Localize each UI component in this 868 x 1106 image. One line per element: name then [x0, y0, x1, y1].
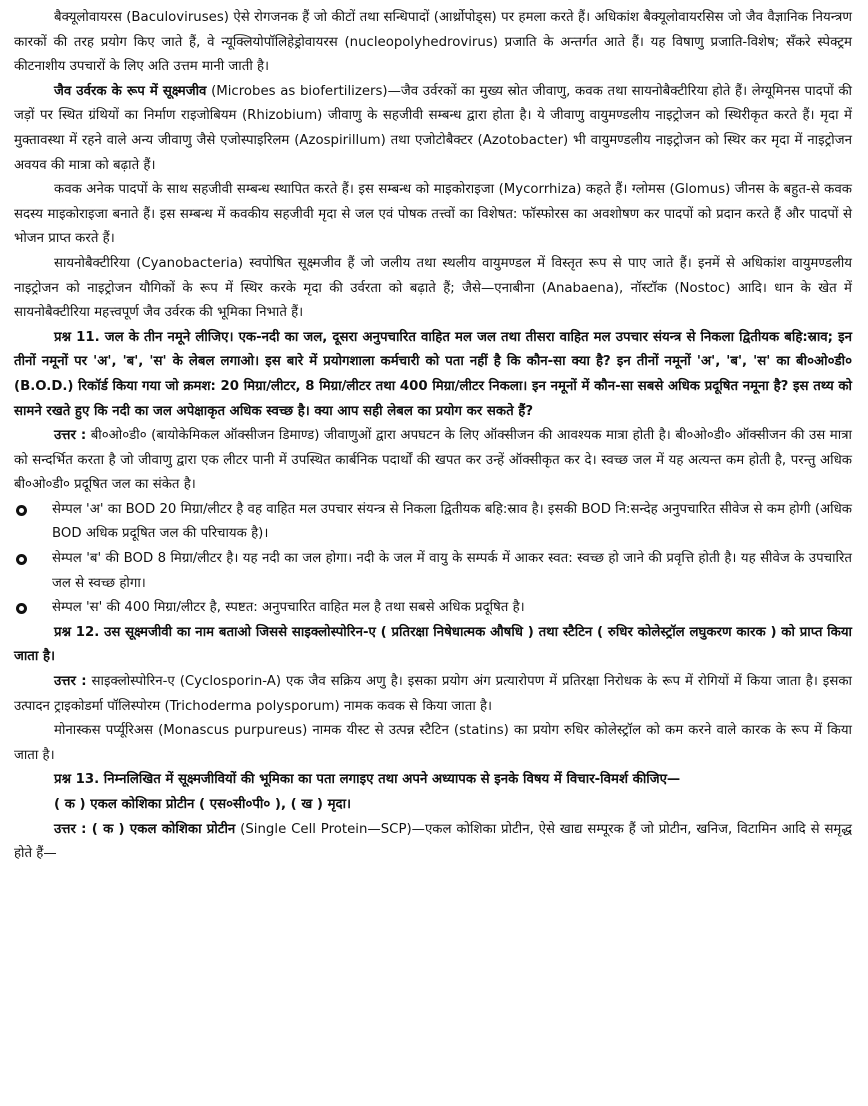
statin-paragraph: मोनास्कस पर्प्यूरिअस (Monascus purpureus) नामक यीस्ट से उत्पन्न स्टैटिन (statins) का प्रयोग रुधिर कोलेस्ट्रॉल को कम करने वाले कारक के रूप में किया जाता है। — [14, 723, 852, 763]
answer-13-label: उत्तर : ( क ) एकल कोशिका प्रोटीन — [54, 821, 236, 837]
bod-sample-a — [14, 498, 852, 547]
bullet-icon — [16, 505, 27, 516]
mycorrhiza-paragraph: कवक अनेक पादपों के साथ सहजीवी सम्बन्ध स्थापित करते हैं। इस सम्बन्ध को माइकोराइजा (Mycorrhiza) कहते हैं। ग्लोमस (Glomus) जीनस के बहुत-से कवक सदस्य माइकोराइजा बनाते हैं। इस सम्बन्ध में कवकीय सहजीवी मृदा से जल एवं पोषक तत्त्वों का विशेषत: फॉस्फोरस का अवशोषण कर पादपों को प्रदान करते हैं और पादपों से भोजन प्राप्त करते हैं। — [14, 182, 852, 247]
baculovirus-paragraph: बैक्यूलोवायरस (Baculoviruses) ऐसे रोगजनक हैं जो कीटों तथा सन्धिपादों (आर्थ्रोपोड्स) पर हमला करते हैं। अधिकांश बैक्यूलोवायरसिस जो जैव वैज्ञानिक नियन्त्रण कारकों की तरह प्रयोग किए जाते हैं, वे न्यूक्लियोपॉलिहेड्रोवायरस (nucleopolyhedrovirus) प्रजाति के अन्तर्गत आते हैं। यह विषाणु प्रजाति-विशेष; सँकरे स्पेक्ट्रम कीटनाशीय उपचारों के लिए अति उत्तम मानी जाती है। — [14, 10, 852, 75]
question-11: प्रश्न 11. जल के तीन नमूने लीजिए। एक-नदी का जल, दूसरा अनुपचारित वाहित मल जल तथा तीसरा वाहित मल उपचार संयन्त्र से निकला द्वितीयक बहि:स्राव; इन तीनों नमूनों पर 'अ', 'ब', 'स' के लेबल लगाओ। इस बारे में प्रयोगशाला कर्मचारी को पता नहीं है कि कौन-सा क्या है? इन तीनों नमूनों 'अ', 'ब', 'स' का बी०ओ०डी० (B.O.D.) रिकॉर्ड किया गया जो क्रमश: 20 मिग्रा/लीटर, 8 मिग्रा/लीटर तथा 400 मिग्रा/लीटर निकला। इन नमूनों में कौन-सा सबसे अधिक प्रदूषित नमूना है? इस तथ्य को सामने रखते हुए कि नदी का जल अपेक्षाकृत अधिक स्वच्छ है। क्या आप सही लेबल का प्रयोग कर सकते हैं? — [14, 329, 852, 419]
answer-11-text: बी०ओ०डी० (बायोकेमिकल ऑक्सीजन डिमाण्ड) जीवाणुओं द्वारा अपघटन के लिए ऑक्सीजन की आवश्यक मात्रा होती है। बी०ओ०डी० ऑक्सीजन की उस मात्रा को सन्दर्भित करता है जो जीवाणु द्वारा एक लीटर पानी में उपस्थित कार्बनिक पदार्थों की खपत कर उन्हें ऑक्सीकृत कर दे। स्वच्छ जल में यह अत्यन्त कम होती है, परन्तु अधिक बी०ओ०डी० प्रदूषित जल का संकेत है। — [14, 428, 852, 493]
biofertilizer-paragraph — [14, 80, 852, 178]
answer-11 — [14, 424, 852, 498]
bod-sample-b — [14, 547, 852, 596]
question-13: प्रश्न 13. निम्नलिखित में सूक्ष्मजीवियों की भूमिका का पता लगाइए तथा अपने अध्यापक से इनके विषय में विचार-विमर्श कीजिए— — [54, 772, 681, 788]
answer-13 — [14, 818, 852, 867]
answer-12-label: उत्तर : — [54, 674, 87, 690]
biofertilizer-heading: जैव उर्वरक के रूप में सूक्ष्मजीव — [54, 83, 207, 99]
bullet-icon — [16, 554, 27, 565]
answer-12-text: साइक्लोस्पोरिन-ए (Cyclosporin-A) एक जैव सक्रिय अणु है। इसका प्रयोग अंग प्रत्यारोपण में प्रतिरक्षा निरोधक के रूप में रोगियों में किया जाता है। इसका उत्पादन ट्राइकोडर्मा पॉलिस्पोरम (Trichoderma polysporum) नामक कवक से किया जाता है। — [14, 674, 852, 714]
cyanobacteria-paragraph: सायनोबैक्टीरिया (Cyanobacteria) स्वपोषित सूक्ष्मजीव हैं जो जलीय तथा स्थलीय वायुमण्डल में विस्तृत रूप से पाए जाते हैं। इनमें से अधिकांश वायुमण्डलीय नाइट्रोजन को नाइट्रोजन यौगिकों के रूप में स्थिर करके मृदा की उर्वरता को बढ़ाते हैं; जैसे—एनाबीना (Anabaena), नॉस्टॉक (Nostoc) आदि। धान के खेत में सायनोबैक्टीरिया महत्त्वपूर्ण जैव उर्वरक की भूमिका निभाते हैं। — [14, 255, 852, 321]
question-12: प्रश्न 12. उस सूक्ष्मजीवी का नाम बताओ जिससे साइक्लोस्पोरिन-ए ( प्रतिरक्षा निषेधात्मक औषधि ) तथा स्टैटिन ( रुधिर कोलेस्ट्रॉल लघुकरण कारक ) को प्राप्त किया जाता है। — [14, 624, 852, 665]
answer-12 — [14, 670, 852, 719]
bod-sample-b-text: सेम्पल 'ब' की BOD 8 मिग्रा/लीटर है। यह नदी का जल होगा। नदी के जल में वायु के सम्पर्क में आकर स्वत: स्वच्छ हो जाने की प्रवृत्ति होती है। यह सीवेज के उपचारित जल से स्वच्छ होगा। — [52, 551, 852, 591]
biofertilizer-text: (Microbes as biofertilizers)—जैव उर्वरकों का मुख्य स्रोत जीवाणु, कवक तथा सायनोबैक्टीरिया होते हैं। लेग्यूमिनस पादपों की जड़ों पर स्थित ग्रंथियों का निर्माण राइजोबियम (Rhizobium) जीवाणु के सहजीवी सम्बन्ध द्वारा होता है। ये जीवाणु वायुमण्डलीय नाइट्रोजन को स्थिरीकृत करते हैं। मृदा में मुक्तावस्था में रहने वाले अन्य जीवाणु जैसे एजोस्पाइरिलम (Azospirillum) तथा एजोटोबैक्टर (Azotobacter) भी वायुमण्डलीय नाइट्रोजन को स्थिर कर मृदा में नाइट्रोजन अवयव की मात्रा को बढ़ाते हैं। — [14, 83, 853, 173]
answer-13-text: (Single Cell Protein—SCP)—एकल कोशिका प्रोटीन, ऐसे खाद्य सम्पूरक हैं जो प्रोटीन, खनिज, विटामिन आदि से समृद्ध होते हैं— — [14, 821, 853, 862]
bod-sample-c — [14, 596, 852, 621]
bod-sample-c-text: सेम्पल 'स' की 400 मिग्रा/लीटर है, स्पष्टत: अनुपचारित वाहित मल है तथा सबसे अधिक प्रदूषित है। — [52, 600, 525, 616]
bod-sample-a-text: सेम्पल 'अ' का BOD 20 मिग्रा/लीटर है वह वाहित मल उपचार संयन्त्र से निकला द्वितीयक बहि:स्राव है। इसकी BOD नि:सन्देह अनुपचारित सीवेज से कम होगी (अधिक BOD अधिक प्रदूषित जल की परिचायक है)। — [52, 501, 852, 542]
bullet-icon — [16, 603, 27, 614]
answer-11-label: उत्तर : — [54, 428, 87, 444]
bod-sample-list — [14, 498, 852, 621]
question-13-parts: ( क ) एकल कोशिका प्रोटीन ( एस०सी०पी० ), ( ख ) मृदा। — [54, 797, 352, 812]
